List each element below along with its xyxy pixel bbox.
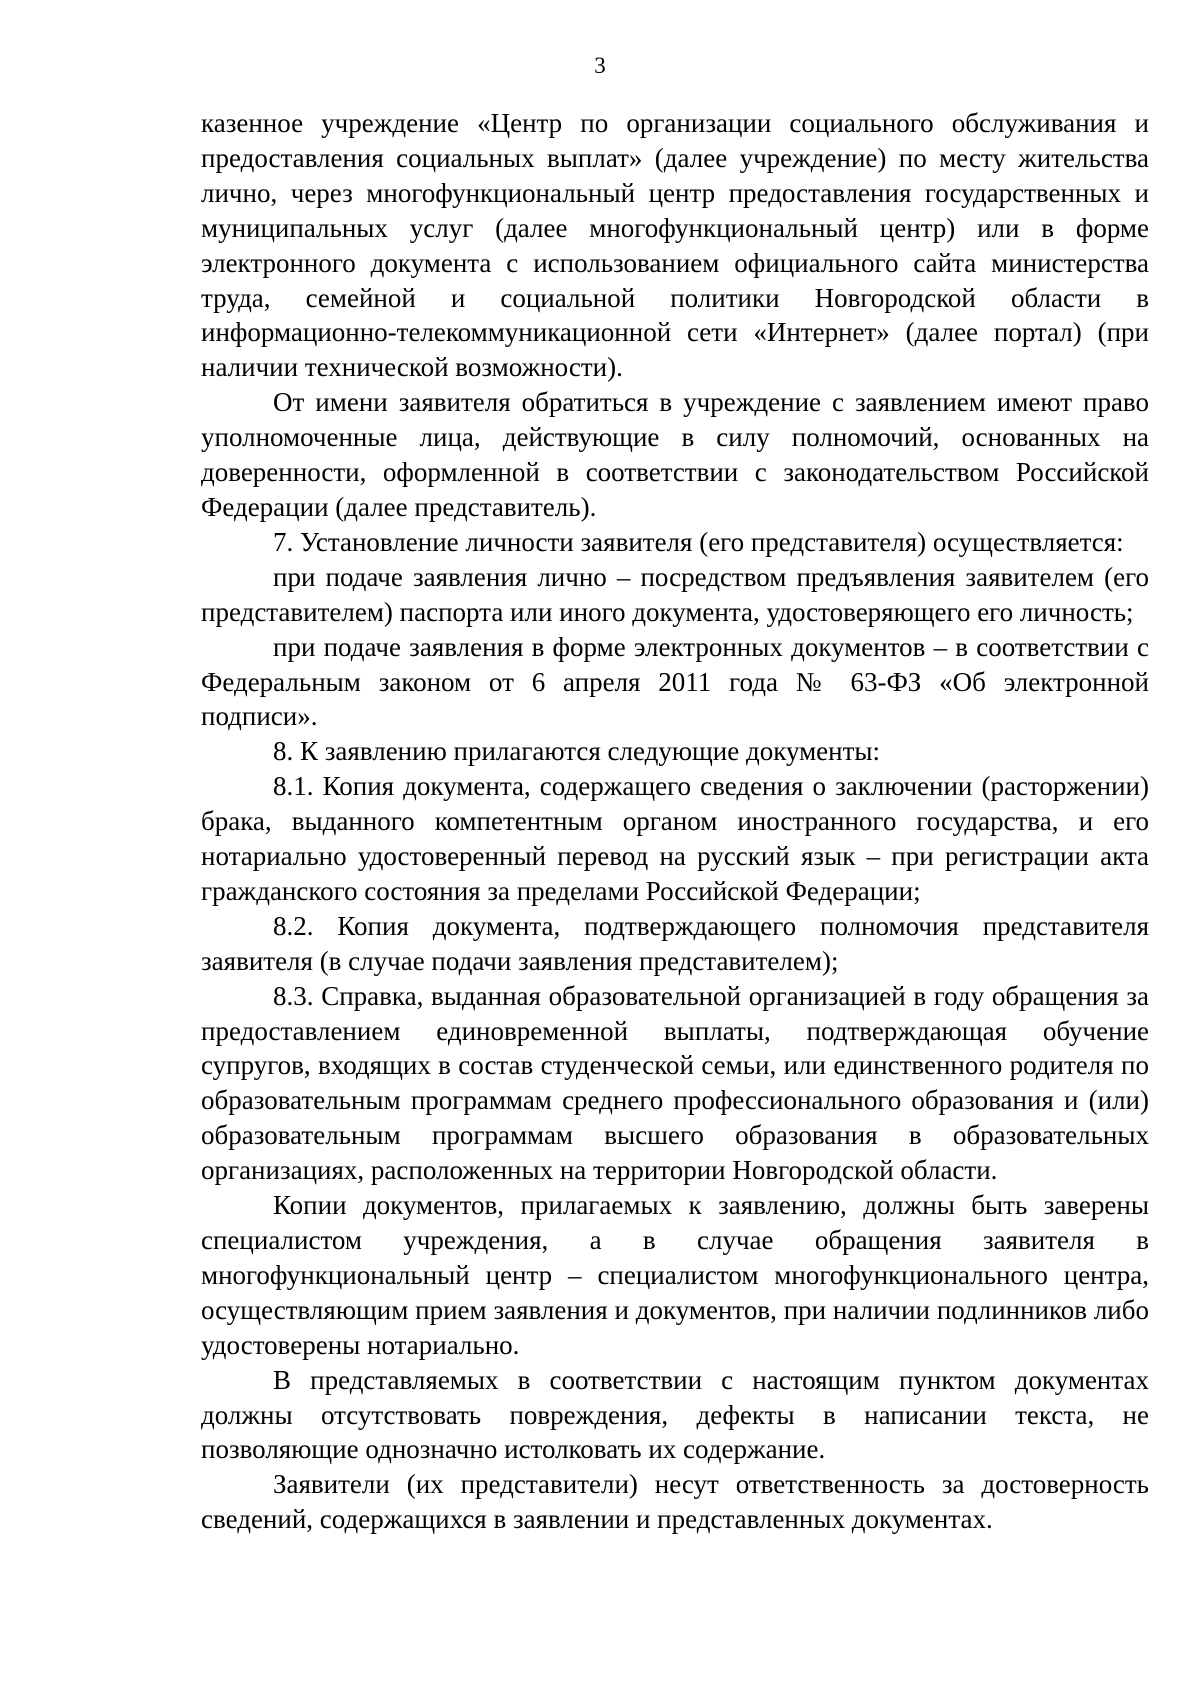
paragraph-in-person: при подаче заявления лично – посредством предъявления заявителем (его представителем) паспорта или иного документа, удостоверяющего его личность; <box>201 561 1149 627</box>
document-body <box>201 106 1149 1537</box>
paragraph-item-7: 7. Установление личности заявителя (его представителя) осуществляется: <box>273 526 1124 557</box>
paragraph-item-8: 8. К заявлению прилагаются следующие документы: <box>273 736 881 767</box>
paragraph-copies-certification: Копии документов, прилагаемых к заявлению, должны быть заверены специалистом учреждения, а в случае обращения заявителя в многофункциональный центр – специалистом многофункционального центра, осуществляющим прием заявления и документов, при наличии подлинников либо удостоверены нотариально. <box>201 1190 1149 1360</box>
paragraph-item-8-3: 8.3. Справка, выданная образовательной организацией в году обращения за предоставлением единовременной выплаты, подтверждающая обучение супругов, входящих в состав студенческой семьи, или единственного родителя по образовательным программам среднего профессионального образования и (или) образовательным программам высшего образования в образовательных организациях, расположенных на территории Новгородской области. <box>201 980 1149 1186</box>
paragraph-electronic: при подаче заявления в форме электронных документов – в соответствии с Федеральным законом от 6 апреля 2011 года № 63-ФЗ «Об электронной подписи». <box>201 631 1149 732</box>
paragraph-continuation: казенное учреждение «Центр по организации социального обслуживания и предоставления социальных выплат» (далее учреждение) по месту жительства лично, через многофункциональный центр предоставления государственных и муниципальных услуг (далее многофункциональный центр) или в форме электронного документа с использованием официального сайта министерства труда, семейной и социальной политики Новгородской области в информационно-телекоммуникационной сети «Интернет» (далее портал) (при наличии технической возможности). <box>201 108 1149 383</box>
paragraph-responsibility: Заявители (их представители) несут ответственность за достоверность сведений, содержащихся в заявлении и представленных документах. <box>201 1469 1149 1535</box>
paragraph-item-8-2: 8.2. Копия документа, подтверждающего полномочия представителя заявителя (в случае подачи заявления представителем); <box>201 910 1149 976</box>
paragraph-item-8-1: 8.1. Копия документа, содержащего сведения о заключении (расторжении) брака, выданного компетентным органом иностранного государства, и его нотариально удостоверенный перевод на русский язык – при регистрации акта гражданского состояния за пределами Российской Федерации; <box>201 771 1149 906</box>
page-number: 3 <box>594 53 606 78</box>
paragraph-representative: От имени заявителя обратиться в учреждение с заявлением имеют право уполномоченные лица, действующие в силу полномочий, основанных на доверенности, оформленной в соответствии с законодательством Российской Федерации (далее представитель). <box>201 387 1149 522</box>
paragraph-no-damage: В представляемых в соответствии с настоящим пунктом документах должны отсутствовать повреждения, дефекты в написании текста, не позволяющие однозначно истолковать их содержание. <box>201 1364 1149 1465</box>
